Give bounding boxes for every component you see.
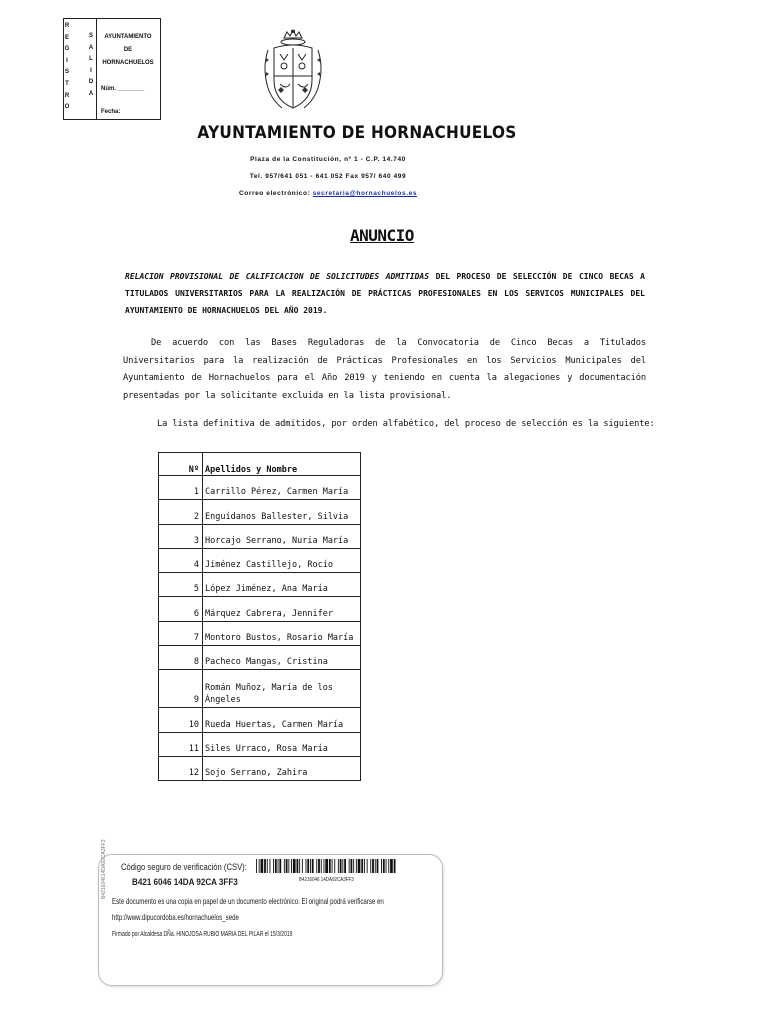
col-num-header: Nº (159, 453, 203, 476)
table-row (159, 476, 361, 500)
registro-stamp (63, 18, 161, 120)
row-name: Sojo Serrano, Zahira (203, 756, 361, 780)
stamp-org-line1: AYUNTAMIENTO (104, 34, 152, 40)
table-row (159, 548, 361, 572)
barcode-image (256, 859, 396, 873)
csv-note-line1: Este documento es una copia en papel de un documento electrónico. El original podrá verificarse en (112, 896, 384, 906)
col-name-header: Apellidos y Nombre (203, 453, 361, 476)
page-title: AYUNTAMIENTO DE HORNACHUELOS (197, 123, 517, 143)
stamp-registro-letters: R E G I S T R O (64, 23, 70, 111)
table-row (159, 573, 361, 597)
row-name: Carrillo Pérez, Carmen María (203, 476, 361, 500)
row-name: Márquez Cabrera, Jennifer (203, 597, 361, 621)
admitted-table (158, 452, 361, 781)
row-number: 6 (159, 597, 203, 621)
stamp-date-label: Fecha: (101, 109, 121, 115)
notice-body: De acuerdo con las Bases Reguladoras de la Convocatoria de Cinco Becas a Titulados Universitarios para la realización de Prácticas Profesionales en los Servicios Municipales del Ayuntamiento de Hornachuelos para el Año 2019 y teniendo en cuenta la alegaciones y documentación presentadas por la solicitante excluida en la lista provisional. (123, 338, 646, 401)
header-phones: Tel. 957/641 051 - 641 052 Fax 957/ 640 499 (249, 173, 407, 180)
csv-signature-line: Firmado por Alcaldesa DÑa. HINOJOSA RUBIO MARIA DEL PILAR el 15/3/2019 (112, 931, 293, 938)
row-number: 9 (159, 670, 203, 708)
csv-side-code: B421604614DA92CA3FF3 (101, 839, 107, 899)
row-number: 2 (159, 500, 203, 524)
table-row (159, 597, 361, 621)
row-name: Enguídanos Ballester, Silvia (203, 500, 361, 524)
notice-heading: ANUNCIO (350, 226, 414, 245)
email-label: Correo electrónico: (238, 190, 313, 197)
table-row (159, 732, 361, 756)
notice-title (125, 268, 645, 319)
notice-title-rest: DEL PROCESO DE SELECCIÓN DE CINCO BECAS A TITULADOS UNIVERSITARIOS PARA LA REALIZACIÓN DE PRÁCTICAS PROFESIONALES EN LOS SERVICOS MUNICIPALES DEL AYUNTAMIENTO DE HORNACHUELOS DEL AÑO 2019. (125, 272, 645, 315)
row-number: 12 (159, 756, 203, 780)
table-row (159, 670, 361, 708)
row-number: 4 (159, 548, 203, 572)
row-name: Rueda Huertas, Carmen María (203, 708, 361, 732)
notice-title-italic: RELACION PROVISIONAL DE CALIFICACION DE SOLICITUDES ADMITIDAS (125, 272, 430, 281)
stamp-org-line2: DE (123, 47, 133, 53)
row-number: 1 (159, 476, 203, 500)
stamp-num-label: Núm. ________ (101, 86, 145, 92)
row-name: Montoro Bustos, Rosario María (203, 621, 361, 645)
row-number: 8 (159, 646, 203, 670)
header-address: Plaza de la Constitución, nº 1 - C.P. 14.740 (250, 156, 406, 163)
row-name: López Jiménez, Ana María (203, 573, 361, 597)
stamp-salida-letters: S A L I D A (88, 33, 94, 97)
table-row (159, 524, 361, 548)
csv-barcode-text: B4216046 14DA92CA3FF3 (299, 877, 354, 883)
email-link[interactable]: secretaria@hornachuelos.es (312, 190, 418, 197)
row-number: 11 (159, 732, 203, 756)
table-header-row (159, 453, 361, 476)
row-number: 5 (159, 573, 203, 597)
row-name: Jiménez Castillejo, Rocío (203, 548, 361, 572)
row-number: 7 (159, 621, 203, 645)
table-row (159, 646, 361, 670)
row-name (203, 670, 361, 708)
row-name: Horcajo Serrano, Nuria María (203, 524, 361, 548)
csv-verification-box (98, 839, 443, 986)
row-name: Siles Urraco, Rosa María (203, 732, 361, 756)
table-row (159, 756, 361, 780)
row-number: 10 (159, 708, 203, 732)
row-name-line2: Ángeles (205, 695, 241, 706)
row-name-line1: Román Muñoz, María de los (205, 683, 333, 694)
table-row (159, 621, 361, 645)
stamp-org-line3: HORNACHUELOS (102, 60, 154, 66)
header-email-line (0, 190, 713, 197)
table-row (159, 500, 361, 524)
csv-label: Código seguro de verificación (CSV): (121, 862, 247, 872)
csv-code: B421 6046 14DA 92CA 3FF3 (132, 877, 238, 888)
coat-of-arms-icon (258, 28, 322, 118)
row-name: Pacheco Mangas, Cristina (203, 646, 361, 670)
list-intro: La lista definitiva de admitidos, por orden alfabético, del proceso de selección es la siguiente: (157, 419, 655, 429)
row-number: 3 (159, 524, 203, 548)
csv-verify-link[interactable]: http://www.dipucordoba.es/hornachuelos_sede (112, 912, 239, 922)
table-row (159, 708, 361, 732)
